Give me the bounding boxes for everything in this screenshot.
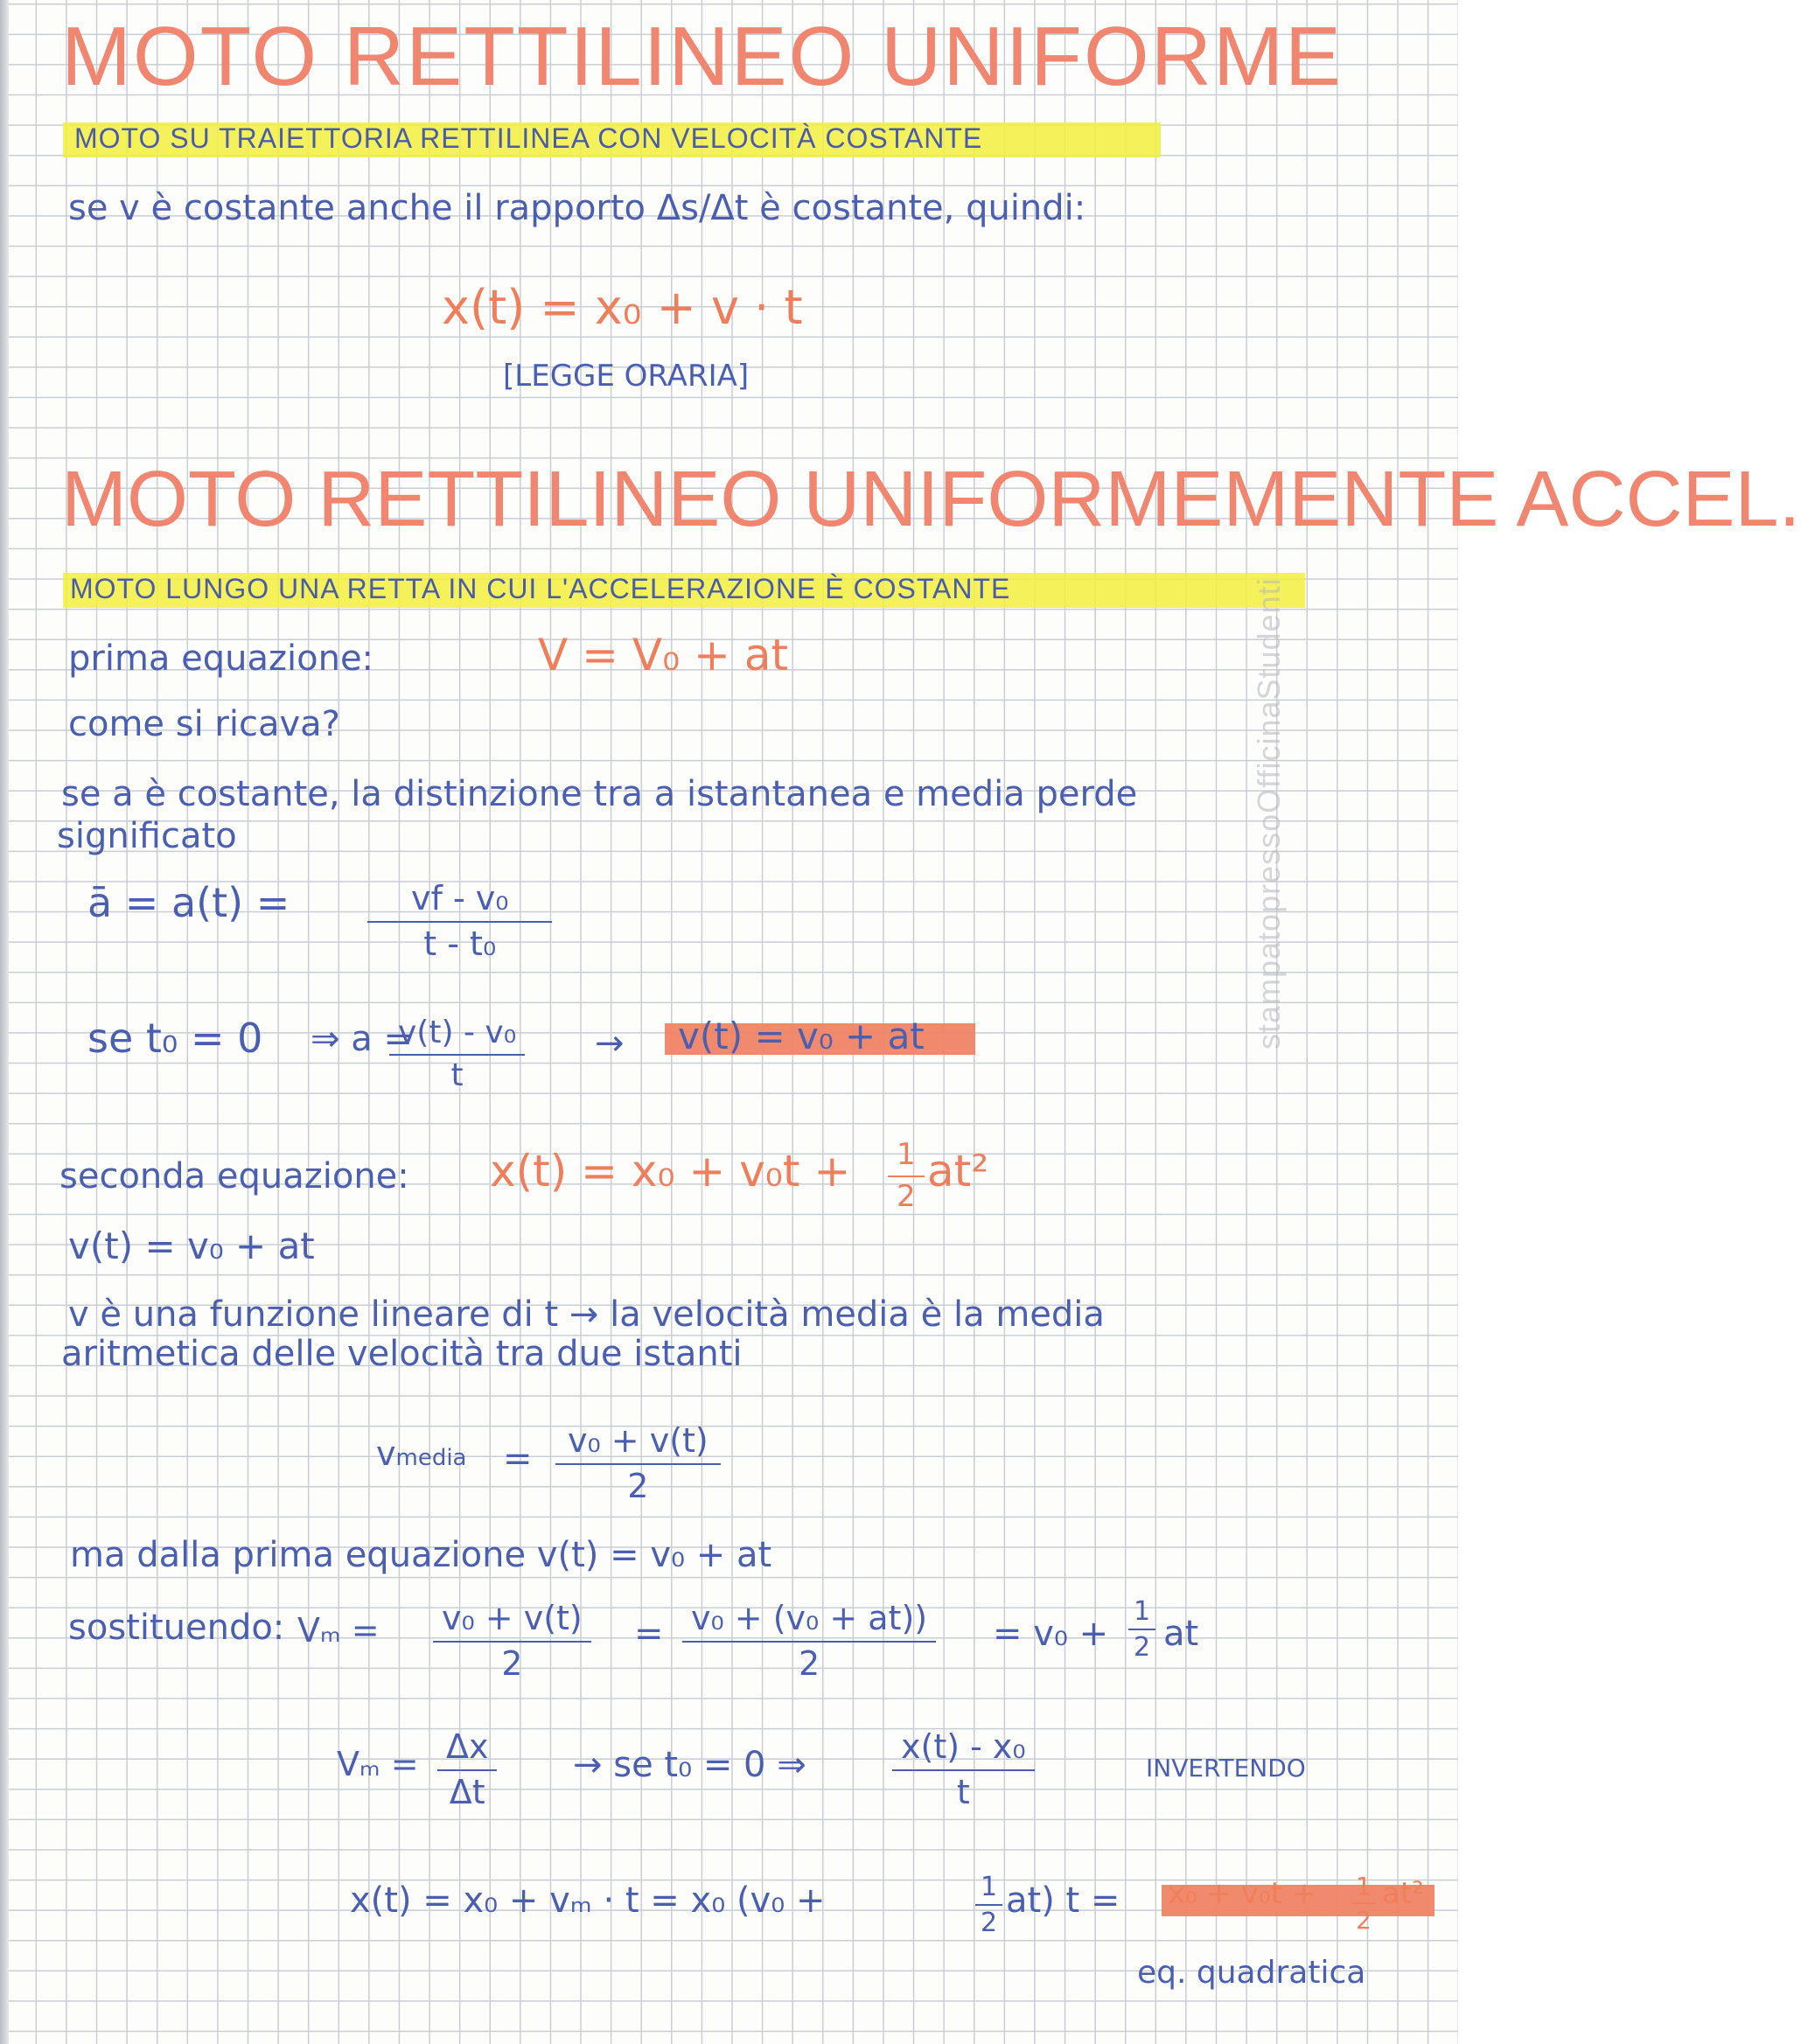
fraction-vmedia: [555, 1421, 721, 1505]
final-result: [1168, 1876, 1316, 1911]
equals-sign: =: [503, 1439, 533, 1479]
substituting-label: sostituendo:: [68, 1608, 285, 1648]
fraction-acceleration: [367, 879, 552, 963]
vmedia-lhs: [376, 1434, 466, 1473]
fraction-denominator: 2: [1356, 1906, 1372, 1935]
fraction-substitution-2: [682, 1599, 936, 1683]
paragraph-line: aritmetica delle velocità tra due istanti: [61, 1334, 743, 1374]
first-equation-label: prima equazione:: [68, 638, 374, 679]
fraction-numerator: v₀ + (v₀ + at)): [682, 1599, 936, 1643]
watermark: stampatopressoOfficinaStudenti: [1251, 577, 1287, 1050]
fraction-denominator: 2: [501, 1644, 523, 1683]
question-how: come si ricava?: [68, 704, 340, 744]
substitution-tail: at: [1163, 1614, 1199, 1654]
paragraph-line: significato: [57, 816, 237, 856]
fraction-denominator: 2: [897, 1179, 916, 1214]
fraction-numerator: v(t) - v₀: [389, 1015, 525, 1056]
fraction-denominator: Δt: [449, 1773, 485, 1811]
fraction-denominator: 2: [1134, 1632, 1151, 1663]
fraction-denominator: 2: [627, 1467, 649, 1505]
fraction-one-half: [1351, 1872, 1376, 1935]
fraction-dx-dt: [437, 1727, 497, 1811]
text-line: se v è costante anche il rapporto Δs/Δt è costante, quindi:: [68, 188, 1086, 228]
condition-t0: → se t₀ = 0 ⇒: [573, 1745, 806, 1785]
velocity-result: v(t) = v₀ + at: [678, 1015, 925, 1057]
fraction-numerator: 1: [1128, 1596, 1155, 1630]
second-equation-main: x(t) = x₀ + v₀t +: [490, 1146, 851, 1196]
fraction-denominator: t: [956, 1773, 970, 1811]
fraction-numerator: v₀ + v(t): [555, 1421, 721, 1465]
final-result-main: x₀ + v₀t +: [1168, 1876, 1317, 1911]
condition-t0: se t₀ = 0: [87, 1015, 263, 1062]
equation-law-of-motion: x(t) = x₀ + v · t: [442, 280, 803, 335]
fraction-velocity: [389, 1015, 525, 1093]
final-equation-mid: at) t =: [1006, 1880, 1120, 1921]
vm-label: Vₘ =: [297, 1611, 380, 1650]
fraction-numerator: v₀ + v(t): [433, 1599, 591, 1643]
substitution-result: = v₀ +: [993, 1614, 1109, 1654]
notebook-margin: [0, 0, 9, 2044]
fraction-denominator: 2: [798, 1644, 820, 1683]
law-label: [LEGGE ORARIA]: [503, 359, 750, 394]
fraction-numerator: vf - v₀: [367, 879, 552, 923]
velocity-line: v(t) = v₀ + at: [68, 1224, 315, 1267]
vmedia-symbol: v: [376, 1434, 396, 1473]
section-title-uniform: MOTO RETTILINEO UNIFORME: [61, 10, 1343, 103]
second-equation-label: seconda equazione:: [59, 1156, 409, 1196]
first-equation: V = V₀ + at: [538, 630, 789, 680]
vm-label: Vₘ =: [337, 1745, 419, 1783]
fraction-one-half: [975, 1872, 1002, 1938]
fraction-one-half: [888, 1137, 925, 1214]
fraction-position: [892, 1727, 1035, 1811]
avg-acceleration-lhs: ā = a(t) =: [87, 879, 290, 926]
highlight-definition-accelerated: MOTO LUNGO UNA RETTA IN CUI L'ACCELERAZIONE È COSTANTE: [70, 573, 1011, 604]
fraction-denominator: t - t₀: [423, 924, 497, 963]
fraction-numerator: x(t) - x₀: [892, 1727, 1035, 1771]
final-result-tail: at²: [1382, 1876, 1424, 1911]
inverting-label: INVERTENDO: [1146, 1754, 1306, 1782]
fraction-one-half: [1128, 1596, 1155, 1663]
text-line: ma dalla prima equazione v(t) = v₀ + at: [70, 1535, 772, 1575]
final-equation-lhs: x(t) = x₀ + vₘ · t = x₀ (v₀ +: [350, 1880, 826, 1921]
second-equation-tail: at²: [927, 1146, 989, 1196]
quadratic-label: eq. quadratica: [1137, 1955, 1366, 1991]
fraction-numerator: 1: [1351, 1872, 1376, 1904]
vmedia-subscript: media: [395, 1445, 467, 1471]
fraction-numerator: Δx: [437, 1727, 497, 1771]
paragraph-line: se a è costante, la distinzione tra a istantanea e media perde: [61, 774, 1138, 814]
highlight-definition-uniform: MOTO SU TRAIETTORIA RETTILINEA CON VELOCITÀ COSTANTE: [74, 122, 983, 154]
paragraph-line: v è una funzione lineare di t → la velocità media è la media: [68, 1294, 1105, 1335]
fraction-numerator: 1: [888, 1137, 925, 1177]
fraction-denominator: 2: [981, 1908, 998, 1938]
section-title-accelerated: MOTO RETTILINEO UNIFORMEMENTE ACCEL.: [61, 456, 1801, 543]
fraction-substitution-1: [433, 1599, 591, 1683]
fraction-numerator: 1: [975, 1872, 1002, 1906]
implies-a: ⇒ a =: [311, 1019, 413, 1059]
fraction-denominator: t: [450, 1057, 464, 1093]
equals-sign: =: [634, 1614, 664, 1654]
arrow: →: [595, 1023, 625, 1064]
